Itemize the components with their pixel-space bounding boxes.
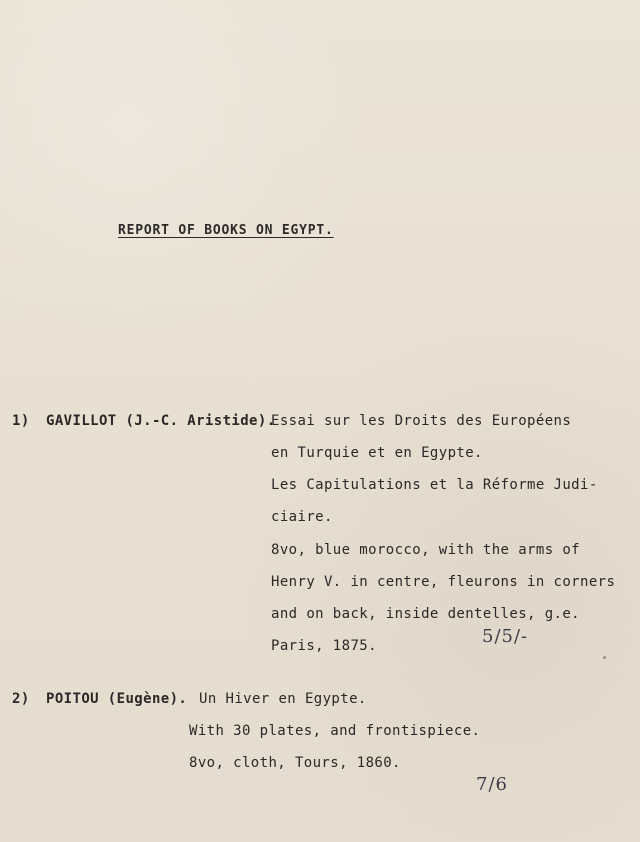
entry-1-line-2: en Turquie et en Egypte. [271, 445, 483, 461]
entry-1-line-1: Essai sur les Droits des Européens [271, 413, 572, 429]
entry-1-number: 1) [12, 413, 30, 429]
entry-1-line-3: Les Capitulations et la Réforme Judi- [271, 477, 598, 493]
paper-speck [603, 656, 606, 659]
entry-2-number: 2) [12, 691, 30, 707]
entry-1-line-8: Paris, 1875. [271, 638, 377, 654]
entry-2-line-3: 8vo, cloth, Tours, 1860. [189, 755, 401, 771]
entry-2-line-1: Un Hiver en Egypte. [199, 691, 367, 707]
entry-2-price: 7/6 [476, 774, 508, 795]
document-title: REPORT OF BOOKS ON EGYPT. [118, 223, 334, 238]
entry-2-line-2: With 30 plates, and frontispiece. [189, 723, 481, 739]
entry-1-line-5: 8vo, blue morocco, with the arms of [271, 542, 581, 558]
entry-2-author: POITOU (Eugène). [46, 691, 188, 707]
entry-1-author: GAVILLOT (J.-C. Aristide). [46, 413, 276, 429]
entry-1-price: 5/5/- [482, 626, 529, 647]
entry-1-line-7: and on back, inside dentelles, g.e. [271, 606, 581, 622]
entry-1-line-6: Henry V. in centre, fleurons in corners [271, 574, 616, 590]
entry-1-line-4: ciaire. [271, 509, 333, 525]
